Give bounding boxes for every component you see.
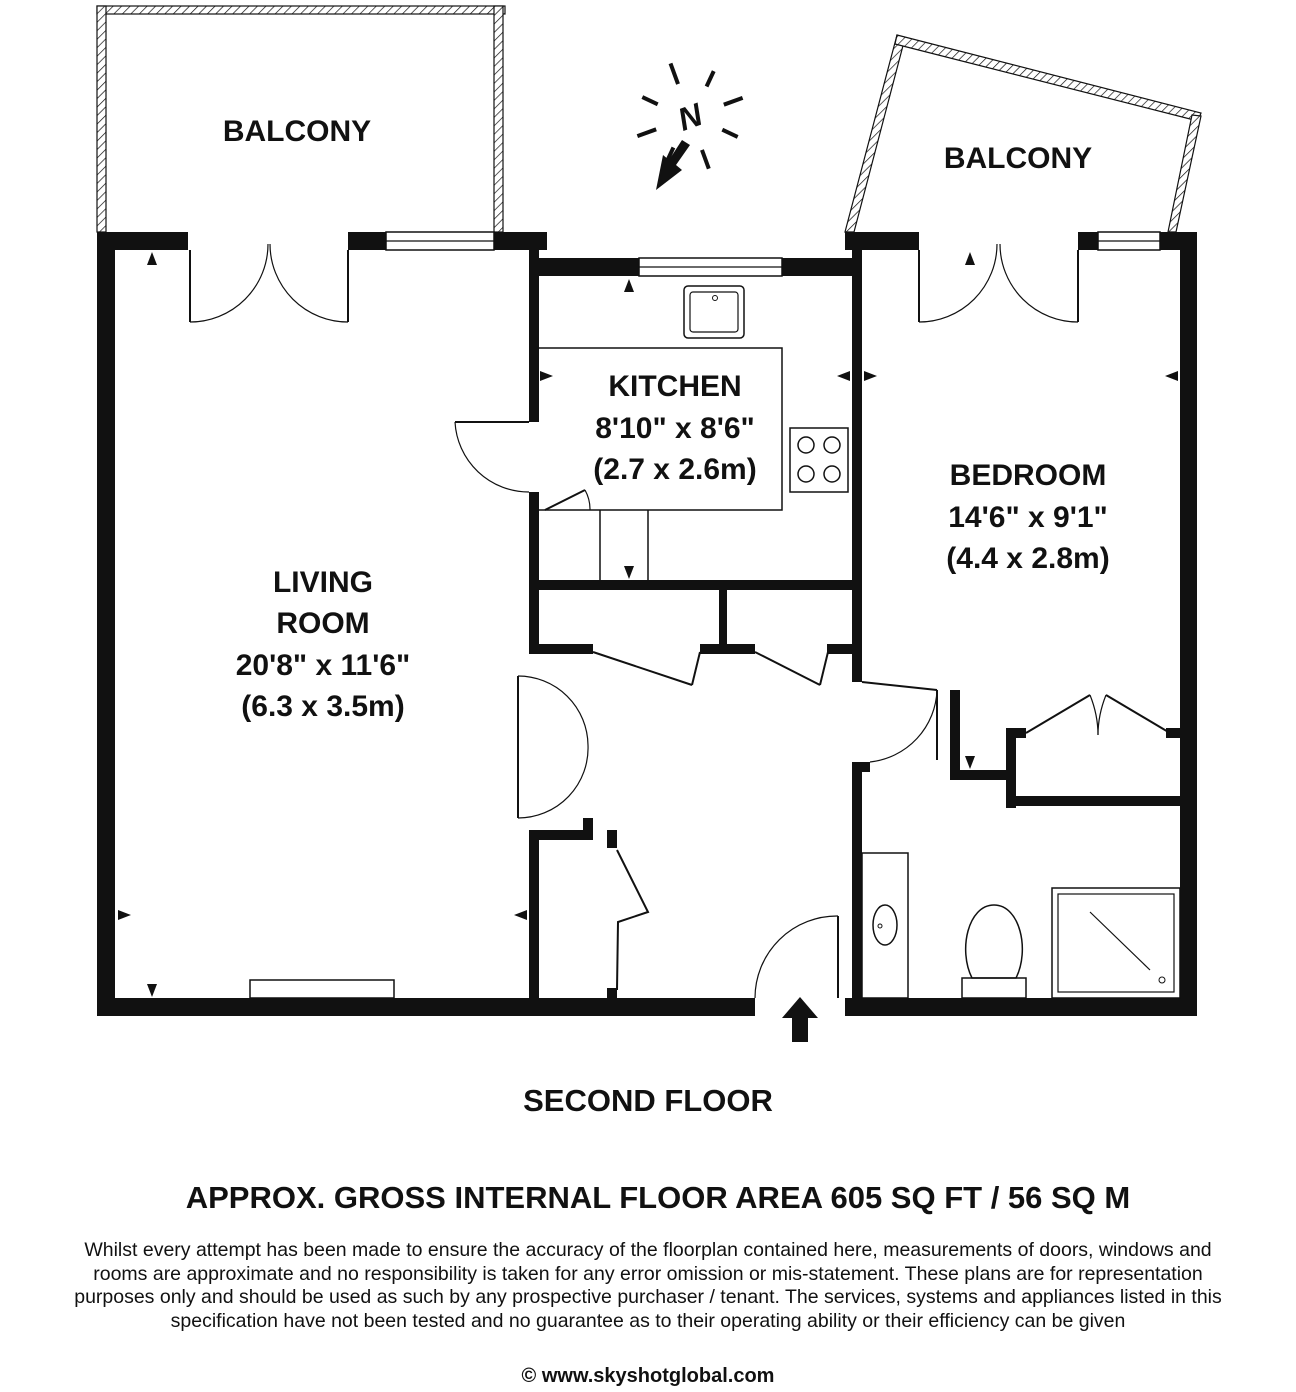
gross-area: APPROX. GROSS INTERNAL FLOOR AREA 605 SQ FT / 56 SQ M (185, 1180, 1131, 1215)
balcony-right-label: BALCONY (943, 142, 1093, 175)
bedroom-size-metric: (4.4 x 2.8m) (946, 542, 1110, 575)
disclaimer-line: Whilst every attempt has been made to ensure the accuracy of the floorplan contained here, measurements of doors, windows and (84, 1239, 1212, 1261)
hob-icon (790, 428, 848, 492)
disclaimer (0, 1239, 1296, 1333)
balcony-right (845, 35, 1201, 232)
living-room-label-line1: LIVING (272, 566, 374, 599)
living-room-label-line2: ROOM (276, 607, 370, 640)
windows (250, 232, 1160, 998)
walls (97, 232, 1197, 1016)
disclaimer-line: purposes only and should be used as such by any prospective purchaser / tenant. The services, systems and appliances listed in this (74, 1286, 1222, 1308)
floor-name: SECOND FLOOR (523, 1083, 773, 1118)
balcony-left-label: BALCONY (222, 115, 372, 148)
living-room-size-imperial: 20'8" x 11'6" (235, 649, 411, 682)
sink-icon (684, 286, 744, 338)
kitchen-size-metric: (2.7 x 2.6m) (593, 453, 757, 486)
compass-letter: N (672, 96, 708, 138)
copyright: © www.skyshotglobal.com (521, 1365, 775, 1387)
kitchen-label: KITCHEN (608, 370, 742, 403)
basin-icon (862, 853, 908, 998)
disclaimer-line: rooms are approximate and no responsibility is taken for any error omission or mis-statement. These plans are for representation (93, 1262, 1203, 1285)
bedroom-label: BEDROOM (949, 459, 1107, 492)
entrance-arrow-icon (782, 997, 818, 1042)
bedroom-size-imperial: 14'6" x 9'1" (948, 501, 1108, 534)
disclaimer-line: specification have not been tested and no guarantee as to their operating ability or their efficiency can be given (170, 1309, 1126, 1332)
kitchen-size-imperial: 8'10" x 8'6" (595, 412, 755, 445)
shower-icon (1052, 888, 1180, 998)
toilet-icon (962, 905, 1026, 998)
living-room-size-metric: (6.3 x 3.5m) (241, 690, 405, 723)
